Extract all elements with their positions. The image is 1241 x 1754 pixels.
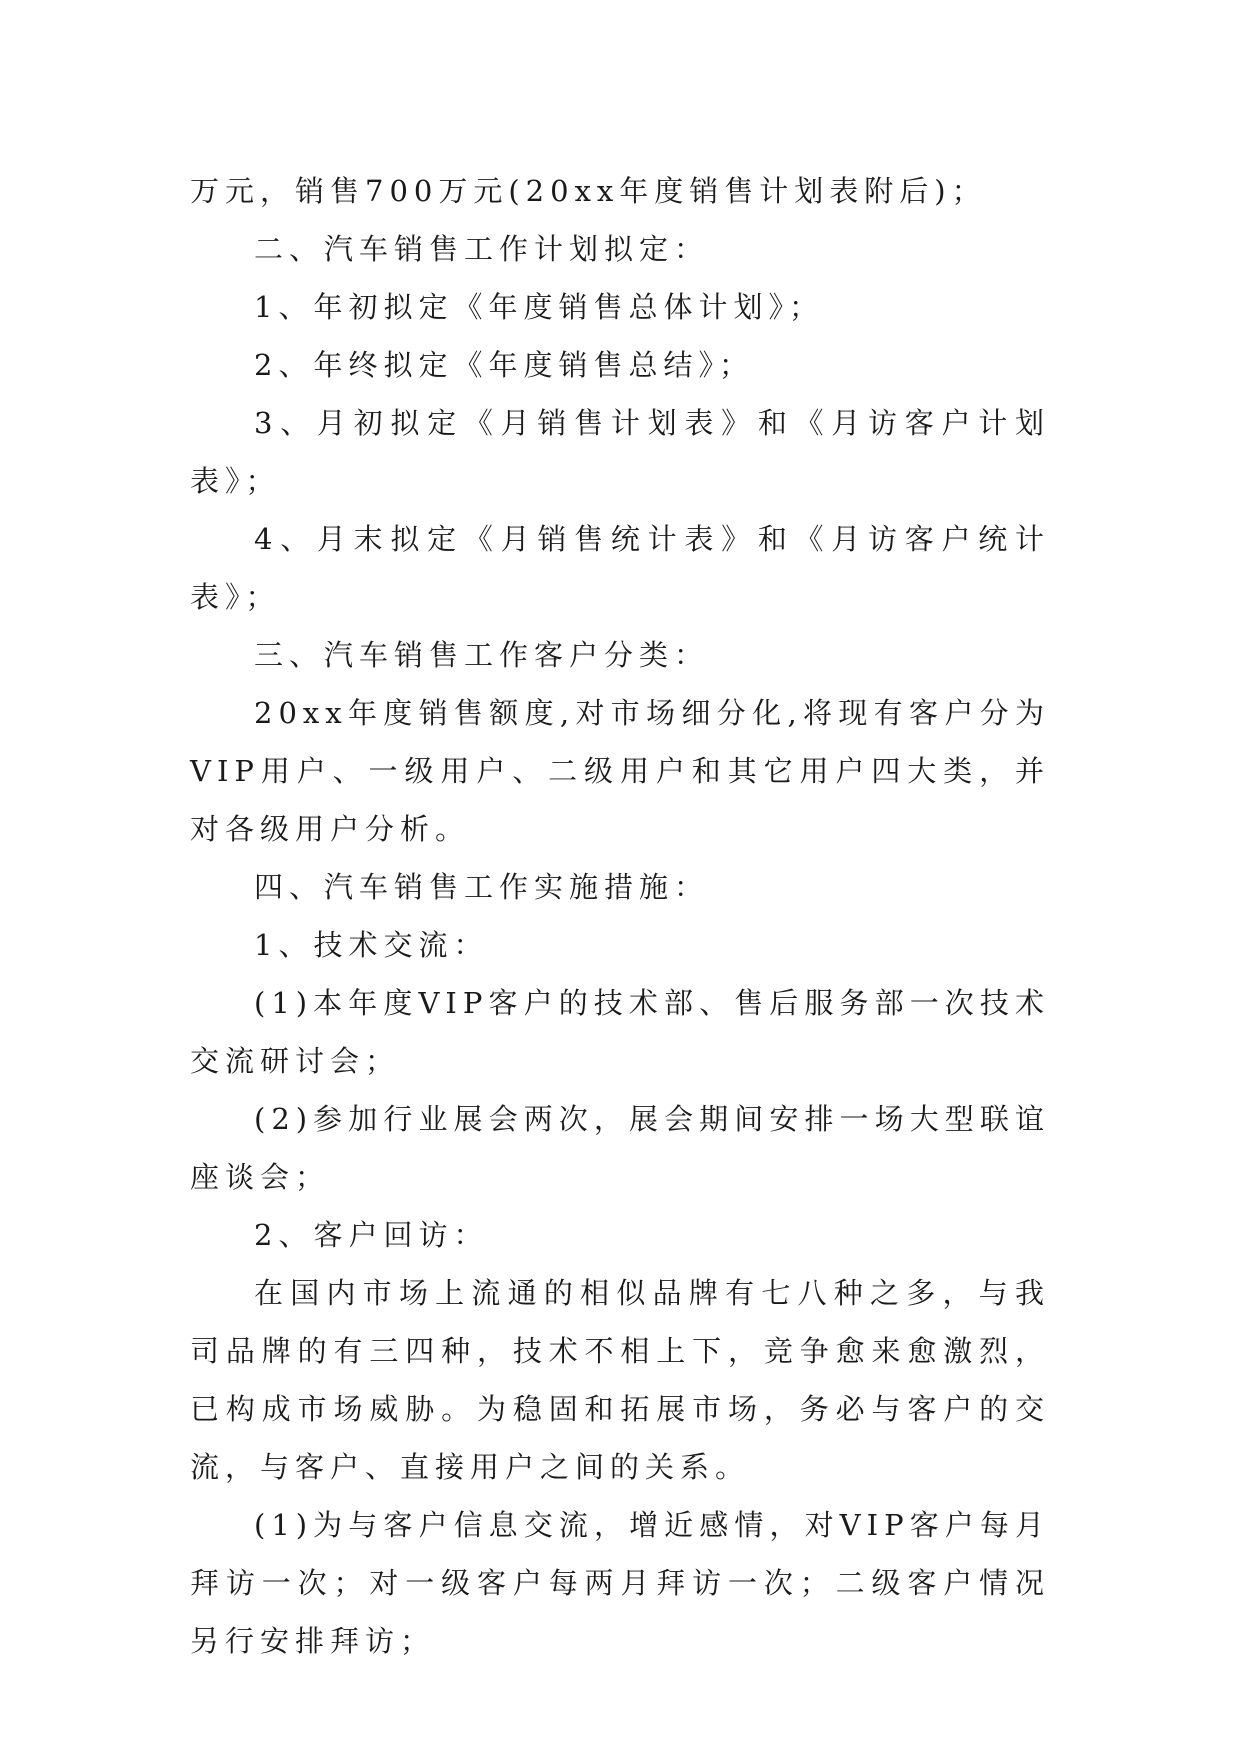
list-item: 3、月初拟定《月销售计划表》和《月访客户计划表》； — [190, 406, 1050, 498]
list-item: (1)为与客户信息交流，增近感情，对VIP客户每月拜访一次；对一级客户每两月拜访一次；二级客户情况另行安排拜访； — [190, 1508, 1050, 1658]
list-item: 1、年初拟定《年度销售总体计划》； — [254, 290, 824, 324]
paragraph-1: 万元，销售700万元(20xx年度销售计划表附后)； — [190, 174, 987, 208]
section-heading-3: 三、汽车销售工作客户分类： — [254, 638, 710, 672]
subheading-customer-visits: 2、客户回访： — [254, 1218, 489, 1252]
list-item: (1)本年度VIP客户的技术部、售后服务部一次技术交流研讨会； — [190, 986, 1050, 1078]
section-heading-4: 四、汽车销售工作实施措施： — [254, 870, 710, 904]
document-body — [190, 162, 1050, 1670]
section-heading-2: 二、汽车销售工作计划拟定： — [254, 232, 710, 266]
list-item: 4、月末拟定《月销售统计表》和《月访客户统计表》； — [190, 522, 1050, 614]
list-item: 2、年终拟定《年度销售总结》； — [254, 348, 754, 382]
list-item: (2)参加行业展会两次，展会期间安排一场大型联谊座谈会； — [190, 1102, 1050, 1194]
subheading-tech-exchange: 1、技术交流： — [254, 928, 489, 962]
paragraph-market-competition: 在国内市场上流通的相似品牌有七八种之多，与我司品牌的有三四种，技术不相上下，竞争愈来愈激烈，已构成市场威胁。为稳固和拓展市场，务必与客户的交流，与客户、直接用户之间的关系。 — [190, 1276, 1050, 1484]
paragraph-customer-classes: 20xx年度销售额度,对市场细分化,将现有客户分为VIP用户、一级用户、二级用户和其它用户四大类，并对各级用户分析。 — [190, 696, 1050, 846]
